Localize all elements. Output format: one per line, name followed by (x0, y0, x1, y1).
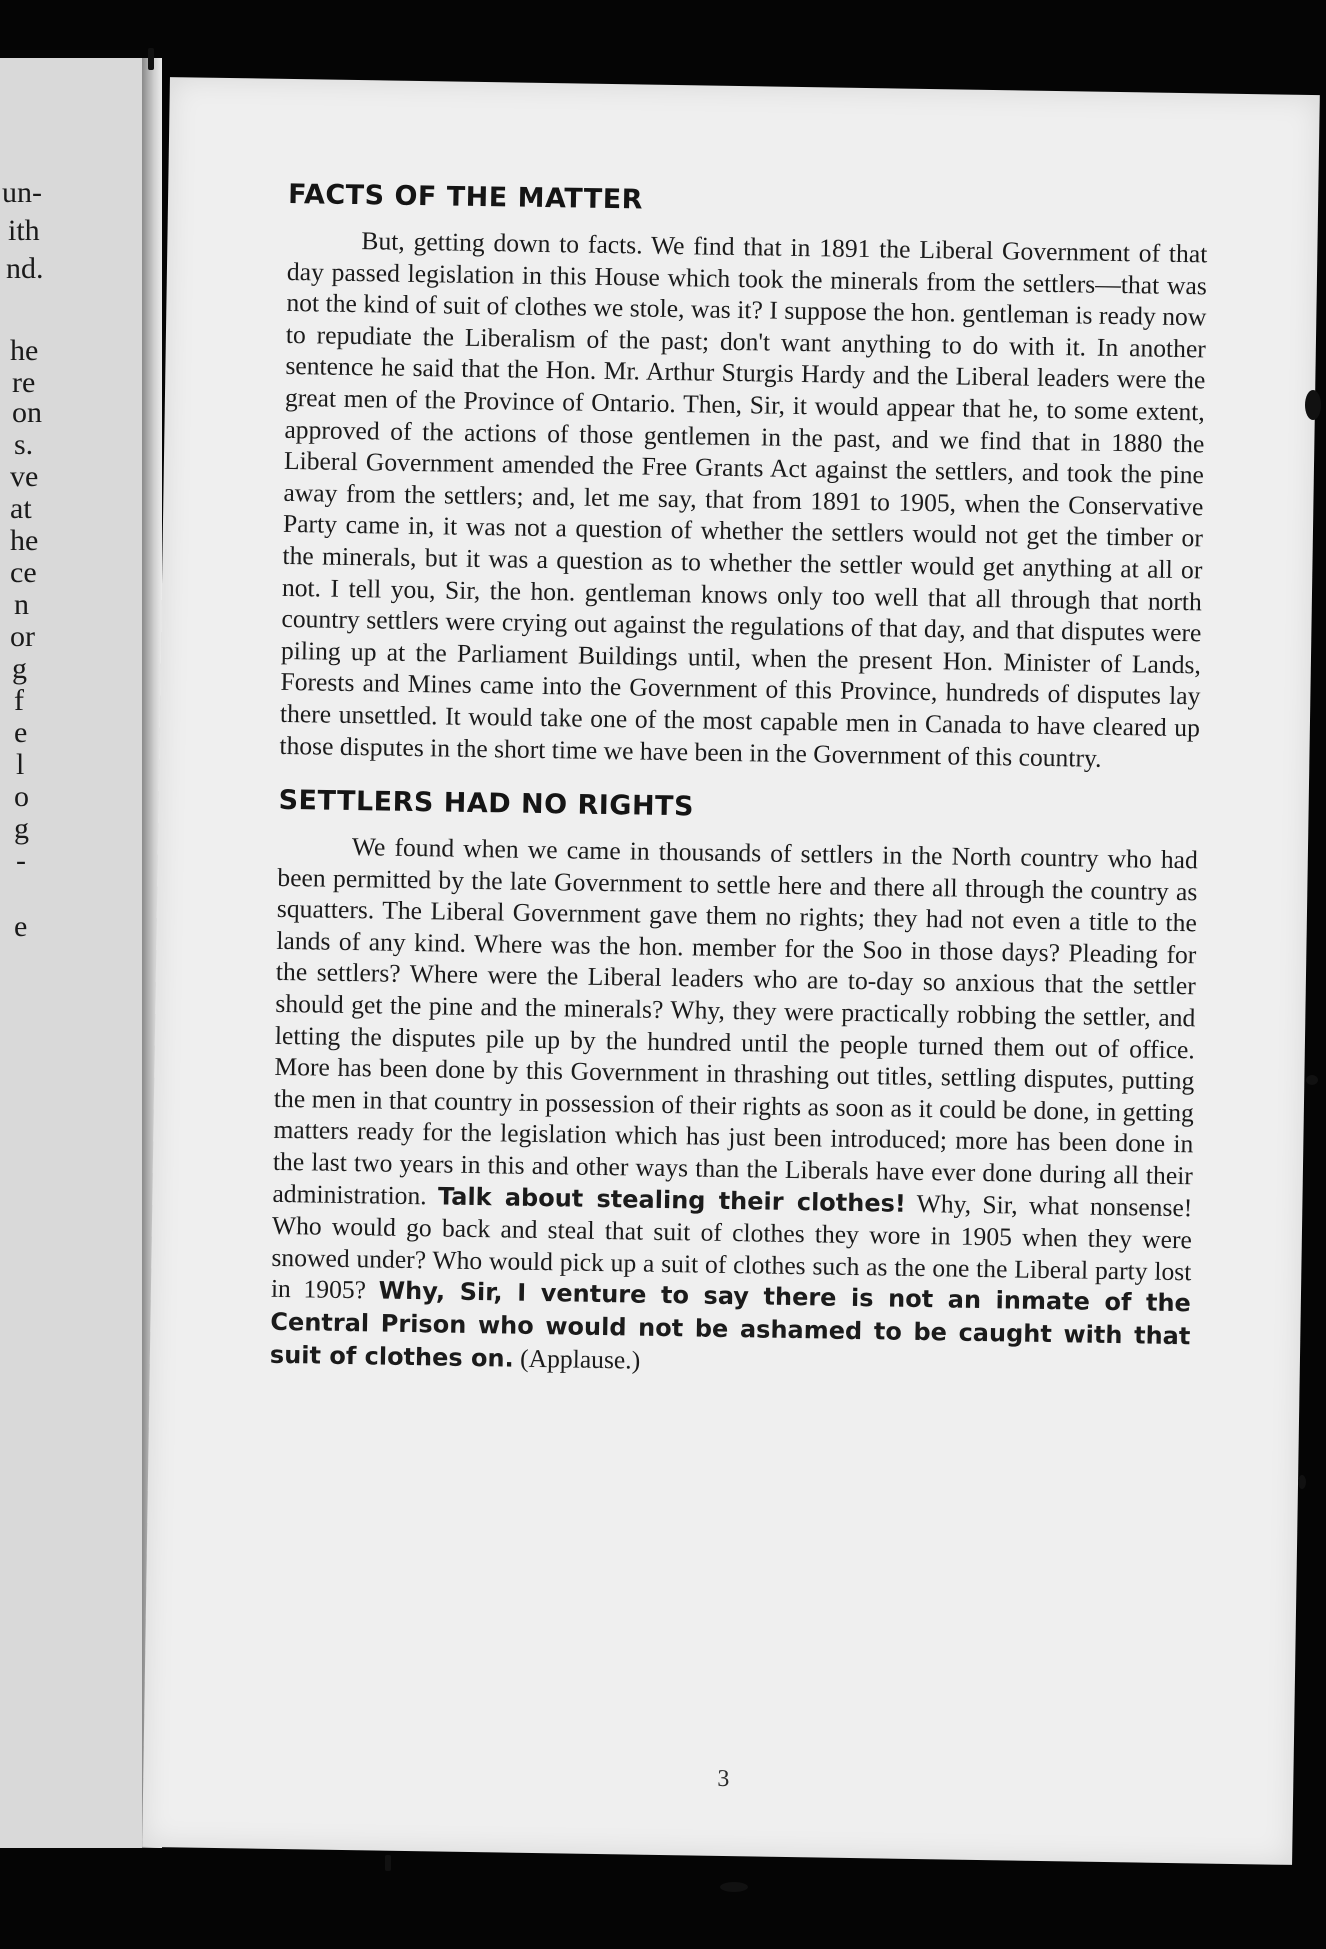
section-heading: SETTLERS HAD NO RIGHTS (278, 784, 695, 823)
paragraph: But, getting down to facts. We find that in 1891 the Liberal Government of that day passed legislation in this House which took the minerals from the settlers—that was not the kind of suit of clothes we stole, was it? I suppose the hon. gentleman is ready now to repudiate the Liberalism of the past; don't want anything to do with it. In another sentence he said that the Hon. Mr. Arthur Sturgis Hardy and the Liberal leaders were the great men of the Province of Ontario. Then, Sir, it would appear that he, to some extent, approved of the actions of those gentlemen in the past, and we find that in 1880 the Liberal Government amended the Free Grants Act against the settlers, and took the pine away from the settlers; and, let me say, that from 1891 to 1905, when the Conservative Party came in, it was not a question of whether the settlers would not get the timber or the minerals, but it was a question as to whether the settler would get anything at all or not. I tell you, Sir, the hon. gentleman knows only too well that all through that north country settlers were crying out against the regulations of that day, and that disputes were piling up at the Parliament Buildings until, when the present Hon. Minister of Lands, Forests and Mines came into the Government of this Province, hundreds of disputes lay there unsettled. It would take one of the most capable men in Canada to have cleared up those disputes in the short time we have been in the Government of this country. (279, 226, 1208, 773)
left-fragment: un- (2, 176, 42, 209)
emphasis-text: Talk about stealing their clothes! (437, 1182, 907, 1218)
left-fragment: o (14, 780, 29, 813)
page-number: 3 (717, 1765, 730, 1793)
left-fragment: at (10, 492, 32, 525)
left-fragment: e (14, 716, 28, 749)
left-fragment: ve (10, 460, 39, 493)
applause-note: (Applause.) (519, 1343, 641, 1375)
scan-speck (720, 1882, 748, 1892)
left-fragment: n (14, 588, 29, 621)
left-fragment: g (14, 812, 29, 845)
scan-speck (1306, 1075, 1318, 1085)
left-fragment: ith (8, 214, 40, 247)
page-content (269, 178, 1209, 1793)
emphasis-text: Why, Sir, I venture to say there is not an inmate of the Central Prison who would not be ashamed to be caught with that suit of clothes on. (269, 1276, 1192, 1373)
left-fragment: s. (14, 428, 34, 461)
left-fragment: g (12, 652, 27, 685)
document-page (142, 77, 1320, 1865)
left-fragment: he (10, 524, 39, 557)
scan-speck (385, 1855, 391, 1871)
scan-speck (1305, 390, 1321, 420)
left-fragment: ce (10, 556, 37, 589)
left-page-edge (0, 58, 150, 1848)
left-fragment: nd. (6, 252, 44, 285)
paragraph (270, 830, 1198, 1385)
paragraph-text: We found when we came in thousands of settlers in the North country who had been permitted by the late Government to settle here and there all through the country as squatters. The Liberal Government gave them no rights; they had not even a title to the lands of any kind. Where was the hon. member for the Soo in those days? Pleading for the settlers? Where were the Liberal leaders who are to-day so anxious that the settler should get the pine and the minerals? Why, they were practically robbing the settler, and letting the disputes pile up by the hundred until the people turned them out of office. More has been done by this Government in thrashing out titles, settling disputes, putting the men in that country in possession of their rights as soon as it could be done, in getting matters ready for the legislation which has just been introduced; more has been done in the last two years in this and other ways than the Liberals have ever done during all their administration. (272, 832, 1199, 1210)
scan-speck (148, 48, 154, 70)
paragraph-text: Why, Sir, what nonsense! Who would go back and steal that suit of clothes they wore in 1905 when they were snowed under? Who would pick up a suit of clothes such as the one the Liberal party lost in 1905? (270, 1188, 1193, 1305)
left-fragment: he (10, 334, 39, 367)
left-fragment: - (16, 844, 26, 877)
left-fragment: or (10, 620, 35, 653)
left-fragment: e (14, 910, 28, 943)
scan-speck (1298, 1475, 1306, 1489)
left-fragment: l (16, 748, 25, 781)
left-fragment: re (12, 366, 36, 399)
section-heading: FACTS OF THE MATTER (287, 178, 644, 216)
left-fragment: on (12, 396, 42, 429)
left-fragment: f (14, 684, 24, 717)
